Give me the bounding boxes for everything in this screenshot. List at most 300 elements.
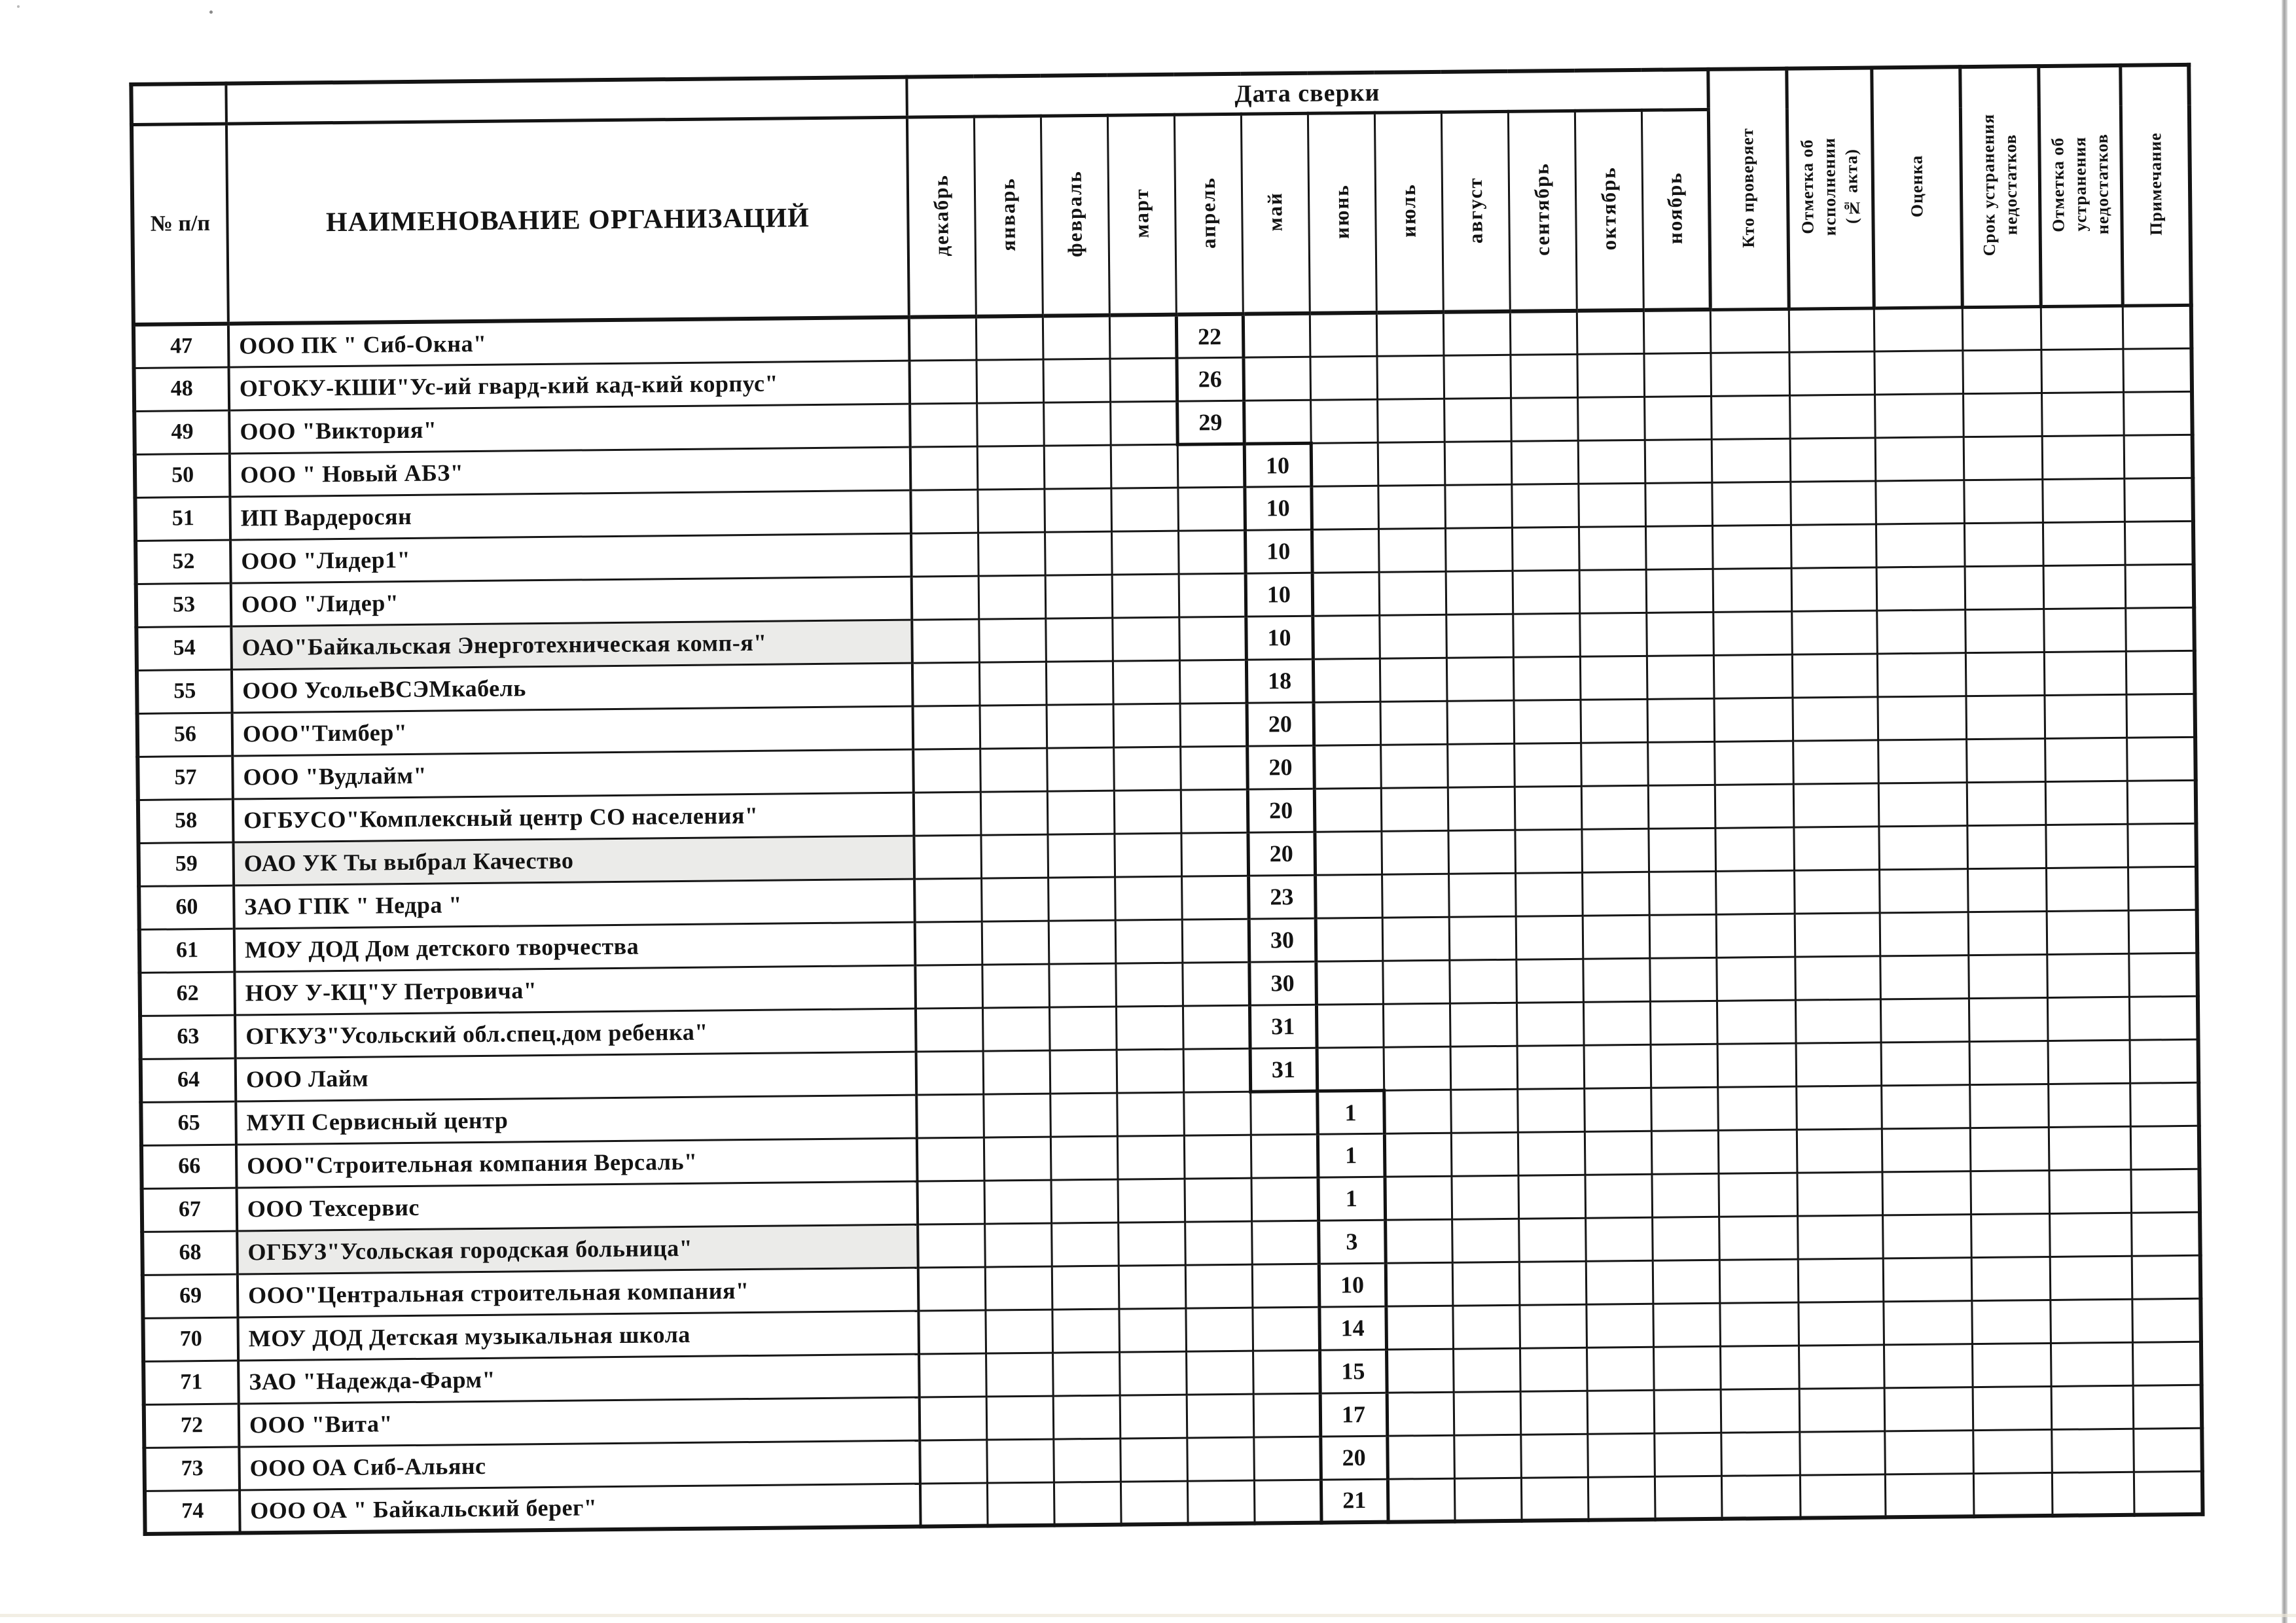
extra-cell bbox=[1875, 437, 1964, 480]
month-cell-март bbox=[1120, 1395, 1187, 1438]
extra-cell bbox=[1789, 394, 1875, 438]
sverka-day: 30 bbox=[1249, 961, 1316, 1005]
row-number: 67 bbox=[142, 1188, 238, 1232]
month-cell-апрель bbox=[1187, 1437, 1254, 1481]
extra-cell bbox=[2123, 305, 2192, 349]
column-header-month-iyul: июль bbox=[1374, 112, 1443, 312]
extra-cell bbox=[1874, 393, 1964, 437]
month-cell-декабрь bbox=[920, 1483, 988, 1527]
month-cell-февраль bbox=[1045, 531, 1112, 575]
org-table-body bbox=[134, 305, 2203, 1534]
month-cell-ноябрь bbox=[1651, 1087, 1718, 1131]
extra-cell bbox=[2128, 910, 2198, 954]
month-cell-май bbox=[1251, 1221, 1319, 1264]
date-sverki-header: Дата сверки bbox=[906, 69, 1708, 117]
row-number: 72 bbox=[144, 1404, 240, 1448]
org-name: ОАО УК Ты выбрал Качество bbox=[233, 836, 914, 885]
month-cell-май bbox=[1251, 1177, 1318, 1221]
month-cell-август bbox=[1454, 1478, 1522, 1522]
org-name: ЗАО "Надежда-Фарм" bbox=[238, 1354, 920, 1404]
month-cell-август bbox=[1446, 614, 1513, 658]
column-header-month-oktyabr: октябрь bbox=[1575, 110, 1643, 310]
extra-cell bbox=[1797, 1128, 1882, 1172]
month-cell-август bbox=[1453, 1348, 1520, 1392]
month-cell-октябрь bbox=[1582, 872, 1649, 916]
row-number: 59 bbox=[138, 842, 234, 886]
extra-cell bbox=[1875, 480, 1964, 524]
extra-cell bbox=[1714, 698, 1793, 741]
sverka-day: 30 bbox=[1249, 918, 1316, 962]
month-cell-февраль bbox=[1052, 1352, 1120, 1396]
extra-cell bbox=[2049, 1213, 2132, 1257]
row-number: 50 bbox=[135, 454, 230, 497]
month-cell-июнь bbox=[1317, 1047, 1384, 1091]
month-cell-ноябрь bbox=[1651, 1173, 1719, 1217]
column-header-primechanie: Примечание bbox=[2120, 65, 2191, 306]
month-cell-декабрь bbox=[919, 1353, 986, 1397]
row-number: 70 bbox=[143, 1317, 238, 1361]
month-cell-июль bbox=[1376, 312, 1444, 356]
extra-cell bbox=[1874, 350, 1964, 394]
extra-cell bbox=[2046, 867, 2128, 911]
sverka-day: 26 bbox=[1176, 357, 1244, 401]
month-cell-январь bbox=[976, 316, 1043, 360]
month-cell-июнь bbox=[1314, 788, 1382, 832]
month-cell-сентябрь bbox=[1512, 527, 1579, 571]
month-cell-ноябрь bbox=[1643, 310, 1711, 353]
sverka-day: 23 bbox=[1248, 875, 1316, 919]
month-cell-ноябрь bbox=[1649, 914, 1717, 958]
month-cell-июнь bbox=[1311, 486, 1378, 529]
month-cell-март bbox=[1109, 358, 1177, 402]
month-cell-сентябрь bbox=[1511, 440, 1579, 484]
scan-bottom-smudge bbox=[0, 1614, 2296, 1617]
month-cell-июль bbox=[1379, 615, 1446, 658]
row-number: 54 bbox=[136, 626, 232, 670]
org-name: ООО "Лидер1" bbox=[230, 533, 912, 583]
month-cell-март bbox=[1117, 1179, 1185, 1222]
month-cell-апрель bbox=[1177, 487, 1245, 531]
month-cell-март bbox=[1114, 790, 1181, 834]
month-cell-сентябрь bbox=[1513, 700, 1581, 743]
month-cell-июль bbox=[1386, 1262, 1453, 1306]
extra-cell bbox=[2052, 1472, 2134, 1516]
month-cell-октябрь bbox=[1580, 656, 1647, 700]
month-cell-апрель bbox=[1185, 1221, 1252, 1265]
month-cell-сентябрь bbox=[1513, 570, 1580, 614]
month-cell-апрель bbox=[1187, 1394, 1254, 1438]
extra-cell bbox=[1789, 351, 1875, 395]
month-cell-июнь bbox=[1312, 615, 1380, 659]
month-cell-январь bbox=[984, 1180, 1052, 1224]
month-cell-декабрь bbox=[920, 1397, 987, 1440]
sverka-day: 20 bbox=[1247, 745, 1314, 789]
extra-cell bbox=[1712, 482, 1791, 526]
row-number: 63 bbox=[140, 1015, 236, 1059]
sverka-day: 1 bbox=[1318, 1133, 1385, 1177]
month-cell-февраль bbox=[1045, 575, 1113, 618]
month-cell-июль bbox=[1378, 485, 1445, 529]
extra-cell bbox=[1721, 1432, 1800, 1476]
extra-cell bbox=[2050, 1256, 2132, 1300]
org-name: НОУ У-КЦ"У Петровича" bbox=[234, 965, 916, 1015]
extra-cell bbox=[1713, 568, 1792, 612]
row-number: 47 bbox=[134, 324, 229, 368]
sverka-day: 10 bbox=[1246, 616, 1313, 660]
extra-cell bbox=[1714, 741, 1793, 785]
month-cell-август bbox=[1452, 1219, 1519, 1262]
month-cell-июль bbox=[1380, 701, 1448, 745]
extra-cell bbox=[1719, 1259, 1799, 1303]
month-cell-август bbox=[1445, 527, 1513, 571]
extra-cell bbox=[2131, 1212, 2200, 1256]
month-cell-февраль bbox=[1053, 1395, 1121, 1439]
column-header-kto-proveryaet: Кто проверяет bbox=[1708, 69, 1789, 310]
extra-cell bbox=[2125, 564, 2195, 608]
extra-cell bbox=[1790, 437, 1876, 481]
extra-cell bbox=[1879, 825, 1968, 869]
sverka-day: 20 bbox=[1320, 1436, 1388, 1480]
month-cell-июнь bbox=[1312, 572, 1380, 616]
month-cell-январь bbox=[982, 1007, 1050, 1051]
month-cell-февраль bbox=[1051, 1222, 1119, 1266]
extra-cell bbox=[1721, 1389, 1800, 1433]
extra-cell bbox=[1874, 307, 1963, 351]
extra-cell bbox=[1789, 308, 1874, 351]
month-cell-март bbox=[1119, 1351, 1187, 1395]
extra-cell bbox=[1880, 955, 1969, 999]
month-cell-октябрь bbox=[1583, 958, 1650, 1002]
extra-cell bbox=[2048, 1083, 2130, 1127]
row-number: 56 bbox=[137, 713, 233, 757]
month-cell-август bbox=[1454, 1391, 1521, 1435]
org-name: ЗАО ГПК " Недра " bbox=[234, 879, 915, 929]
month-cell-июль bbox=[1378, 442, 1445, 486]
month-cell-декабрь bbox=[915, 921, 982, 965]
month-cell-июль bbox=[1382, 917, 1450, 961]
month-cell-март bbox=[1115, 919, 1183, 963]
extra-cell bbox=[2124, 435, 2193, 478]
extra-cell bbox=[1795, 912, 1880, 956]
org-name: ООО ПК " Сиб-Окна" bbox=[228, 317, 910, 367]
month-cell-январь bbox=[986, 1439, 1054, 1483]
month-cell-июль bbox=[1379, 571, 1446, 615]
extra-cell bbox=[2043, 565, 2126, 609]
extra-cell bbox=[2043, 608, 2126, 652]
extra-cell bbox=[1973, 1386, 2052, 1430]
month-cell-октябрь bbox=[1577, 310, 1644, 354]
extra-cell bbox=[1791, 610, 1877, 654]
month-cell-ноябрь bbox=[1652, 1217, 1719, 1260]
month-cell-сентябрь bbox=[1518, 1175, 1585, 1219]
month-cell-сентябрь bbox=[1520, 1391, 1588, 1435]
extra-cell bbox=[1794, 869, 1880, 913]
month-cell-октябрь bbox=[1580, 699, 1647, 743]
extra-cell bbox=[2045, 694, 2127, 738]
month-cell-июль bbox=[1385, 1219, 1452, 1263]
month-cell-декабрь bbox=[910, 403, 977, 447]
extra-cell bbox=[2132, 1298, 2201, 1342]
month-cell-октябрь bbox=[1577, 353, 1644, 397]
column-header-month-sentyabr: сентябрь bbox=[1508, 111, 1577, 311]
extra-cell bbox=[1882, 1128, 1971, 1171]
month-cell-сентябрь bbox=[1515, 829, 1582, 873]
extra-cell bbox=[1799, 1387, 1885, 1431]
extra-cell bbox=[2041, 349, 2124, 393]
extra-cell bbox=[1881, 1041, 1970, 1085]
column-header-ocenka: Оценка bbox=[1871, 67, 1962, 308]
extra-cell bbox=[1876, 523, 1965, 567]
month-cell-июль bbox=[1384, 1046, 1451, 1090]
row-number: 61 bbox=[139, 929, 235, 972]
month-cell-май bbox=[1253, 1393, 1321, 1437]
extra-cell bbox=[2048, 1040, 2130, 1084]
month-cell-сентябрь bbox=[1518, 1132, 1585, 1175]
extra-cell bbox=[1797, 1171, 1883, 1215]
month-cell-декабрь bbox=[916, 1008, 983, 1052]
month-cell-июль bbox=[1380, 744, 1448, 788]
extra-cell bbox=[1966, 695, 2045, 739]
sverka-day: 10 bbox=[1244, 486, 1312, 530]
row-number: 74 bbox=[145, 1490, 240, 1534]
extra-cell bbox=[2123, 348, 2193, 392]
row-number: 49 bbox=[134, 410, 230, 454]
month-cell-январь bbox=[986, 1396, 1054, 1440]
month-cell-апрель bbox=[1182, 919, 1249, 963]
extra-cell bbox=[1711, 352, 1790, 396]
row-number: 51 bbox=[135, 497, 230, 541]
month-cell-апрель bbox=[1180, 746, 1247, 790]
month-cell-апрель bbox=[1183, 1092, 1251, 1135]
month-cell-сентябрь bbox=[1516, 916, 1583, 959]
column-header-month-yanvar: январь bbox=[974, 116, 1043, 316]
org-name: ООО "Виктория" bbox=[229, 404, 910, 454]
month-cell-май bbox=[1243, 357, 1310, 401]
month-cell-сентябрь bbox=[1513, 656, 1581, 700]
extra-cell bbox=[1882, 1214, 1971, 1258]
month-cell-июль bbox=[1378, 528, 1446, 572]
extra-cell bbox=[1965, 652, 2045, 696]
month-cell-март bbox=[1119, 1308, 1186, 1352]
month-cell-июль bbox=[1386, 1349, 1454, 1393]
month-cell-июнь bbox=[1311, 442, 1378, 486]
org-name: ООО"Центральная строительная компания" bbox=[238, 1268, 919, 1317]
extra-cell bbox=[1719, 1173, 1798, 1217]
row-number: 52 bbox=[135, 540, 231, 584]
month-cell-апрель bbox=[1179, 573, 1246, 617]
org-name: ОГБУЗ"Усольская городская больница" bbox=[237, 1224, 918, 1274]
month-cell-сентябрь bbox=[1513, 613, 1580, 657]
month-cell-январь bbox=[980, 791, 1048, 835]
extra-cell bbox=[2045, 781, 2128, 825]
extra-cell bbox=[2126, 651, 2195, 694]
extra-cell bbox=[1797, 1215, 1883, 1258]
sverka-day: 18 bbox=[1246, 659, 1314, 703]
org-name: МОУ ДОД Детская музыкальная школа bbox=[238, 1311, 919, 1361]
row-number: 69 bbox=[143, 1274, 238, 1318]
month-cell-июнь bbox=[1314, 831, 1382, 875]
month-cell-ноябрь bbox=[1653, 1303, 1720, 1347]
month-cell-январь bbox=[985, 1310, 1052, 1353]
extra-cell bbox=[2049, 1169, 2132, 1213]
month-cell-январь bbox=[976, 359, 1043, 403]
month-cell-сентябрь bbox=[1511, 397, 1578, 441]
month-cell-март bbox=[1111, 444, 1178, 488]
extra-cell bbox=[1715, 827, 1795, 871]
row-number: 68 bbox=[142, 1231, 238, 1275]
month-cell-март bbox=[1111, 531, 1179, 575]
extra-cell bbox=[1716, 957, 1795, 1001]
month-cell-ноябрь bbox=[1647, 741, 1715, 785]
extra-cell bbox=[2047, 954, 2129, 997]
extra-cell bbox=[1796, 1085, 1882, 1129]
month-cell-декабрь bbox=[916, 1094, 984, 1138]
month-cell-декабрь bbox=[918, 1267, 986, 1311]
month-cell-июль bbox=[1387, 1392, 1454, 1436]
month-cell-декабрь bbox=[911, 533, 978, 577]
month-cell-февраль bbox=[1053, 1438, 1121, 1482]
extra-cell bbox=[1964, 522, 2043, 566]
month-cell-август bbox=[1448, 787, 1515, 830]
extra-cell bbox=[1717, 1043, 1797, 1087]
extra-cell bbox=[1965, 565, 2044, 609]
month-cell-апрель bbox=[1179, 660, 1247, 704]
month-cell-сентябрь bbox=[1511, 484, 1579, 527]
extra-cell bbox=[1799, 1301, 1884, 1345]
month-cell-июнь bbox=[1310, 313, 1377, 357]
month-cell-январь bbox=[983, 1094, 1050, 1137]
month-cell-февраль bbox=[1045, 618, 1113, 662]
month-cell-сентябрь bbox=[1510, 354, 1577, 398]
month-cell-ноябрь bbox=[1649, 957, 1717, 1001]
sverka-day: 10 bbox=[1245, 529, 1312, 573]
month-cell-декабрь bbox=[909, 360, 977, 404]
month-cell-февраль bbox=[1046, 661, 1113, 705]
extra-cell bbox=[2126, 694, 2196, 738]
sverka-day: 20 bbox=[1247, 702, 1314, 746]
sverka-day: 1 bbox=[1317, 1090, 1384, 1134]
month-cell-июль bbox=[1382, 960, 1450, 1004]
org-name: МУП Сервисный центр bbox=[236, 1095, 917, 1145]
extra-cell bbox=[2128, 823, 2197, 867]
extra-cell bbox=[2130, 1082, 2199, 1126]
month-cell-сентябрь bbox=[1519, 1304, 1587, 1348]
extra-cell bbox=[1969, 997, 2048, 1041]
row-number: 60 bbox=[139, 885, 234, 929]
month-cell-март bbox=[1117, 1135, 1185, 1179]
month-cell-август bbox=[1451, 1175, 1518, 1219]
extra-cell bbox=[1794, 826, 1880, 870]
org-name: ООО Лайм bbox=[236, 1052, 917, 1101]
extra-cell bbox=[1791, 567, 1877, 611]
month-cell-октябрь bbox=[1587, 1390, 1655, 1434]
month-cell-ноябрь bbox=[1651, 1044, 1718, 1088]
month-cell-октябрь bbox=[1578, 440, 1645, 484]
extra-cell bbox=[1971, 1300, 2051, 1344]
month-cell-сентябрь bbox=[1517, 1088, 1585, 1132]
month-cell-февраль bbox=[1047, 704, 1114, 748]
extra-cell bbox=[2133, 1428, 2202, 1472]
extra-cell bbox=[1962, 306, 2041, 350]
extra-cell bbox=[1972, 1343, 2051, 1387]
month-cell-декабрь bbox=[918, 1224, 985, 1268]
month-cell-январь bbox=[985, 1266, 1052, 1310]
extra-cell bbox=[1793, 740, 1878, 783]
month-cell-май bbox=[1253, 1436, 1321, 1480]
extra-cell bbox=[2130, 1126, 2200, 1169]
scan-speck bbox=[209, 10, 213, 14]
extra-cell bbox=[2128, 866, 2197, 910]
month-cell-август bbox=[1444, 484, 1512, 528]
sverka-day: 17 bbox=[1320, 1393, 1388, 1436]
month-cell-февраль bbox=[1049, 963, 1116, 1007]
month-cell-февраль bbox=[1050, 1050, 1117, 1094]
month-cell-февраль bbox=[1048, 877, 1115, 921]
extra-cell bbox=[1876, 609, 1965, 653]
month-cell-январь bbox=[980, 834, 1048, 878]
month-cell-январь bbox=[981, 878, 1049, 921]
month-cell-октябрь bbox=[1586, 1304, 1653, 1347]
extra-cell bbox=[1964, 479, 2043, 523]
extra-cell bbox=[1965, 609, 2044, 652]
extra-cell bbox=[1973, 1472, 2053, 1516]
extra-cell bbox=[1968, 954, 2047, 998]
month-cell-август bbox=[1446, 657, 1514, 701]
month-cell-январь bbox=[977, 446, 1045, 490]
extra-cell bbox=[1970, 1127, 2049, 1171]
extra-cell bbox=[2126, 737, 2196, 781]
month-cell-июнь bbox=[1316, 918, 1383, 961]
extra-cell bbox=[1880, 998, 1969, 1042]
extra-cell bbox=[1876, 566, 1965, 610]
month-cell-апрель bbox=[1183, 1005, 1250, 1049]
month-cell-июль bbox=[1383, 1003, 1450, 1047]
month-cell-январь bbox=[983, 1050, 1050, 1094]
extra-cell bbox=[1881, 1084, 1970, 1128]
month-cell-ноябрь bbox=[1648, 828, 1715, 872]
extra-cell bbox=[1717, 1086, 1797, 1130]
extra-cell bbox=[1878, 696, 1967, 740]
extra-cell bbox=[2041, 306, 2123, 349]
extra-cell bbox=[1792, 653, 1878, 697]
month-cell-март bbox=[1113, 660, 1180, 704]
month-cell-ноябрь bbox=[1653, 1260, 1720, 1304]
extra-cell bbox=[1795, 955, 1880, 999]
month-cell-январь bbox=[982, 921, 1049, 965]
month-cell-август bbox=[1443, 312, 1511, 355]
row-number: 58 bbox=[138, 799, 234, 843]
month-cell-ноябрь bbox=[1655, 1476, 1722, 1520]
month-cell-февраль bbox=[1043, 359, 1110, 402]
column-header-otmetka-ustraneniya: Отметка об устранения недостатков bbox=[2038, 65, 2123, 306]
month-cell-май bbox=[1250, 1091, 1318, 1135]
month-cell-январь bbox=[980, 705, 1047, 749]
sverka-day: 31 bbox=[1250, 1048, 1318, 1092]
extra-cell bbox=[2129, 996, 2198, 1040]
month-cell-декабрь bbox=[912, 662, 980, 706]
extra-cell bbox=[1793, 696, 1878, 740]
org-name: ОАО"Байкальская Энерготехническая комп-я" bbox=[231, 620, 912, 669]
month-cell-июль bbox=[1386, 1306, 1453, 1349]
month-cell-июль bbox=[1382, 874, 1449, 918]
month-cell-август bbox=[1448, 873, 1516, 917]
extra-cell bbox=[1968, 911, 2047, 955]
extra-cell bbox=[1713, 611, 1792, 655]
column-header-month-iyun: июнь bbox=[1308, 113, 1376, 313]
month-cell-ноябрь bbox=[1648, 785, 1715, 829]
month-cell-октябрь bbox=[1581, 829, 1649, 872]
month-cell-апрель bbox=[1181, 876, 1249, 919]
